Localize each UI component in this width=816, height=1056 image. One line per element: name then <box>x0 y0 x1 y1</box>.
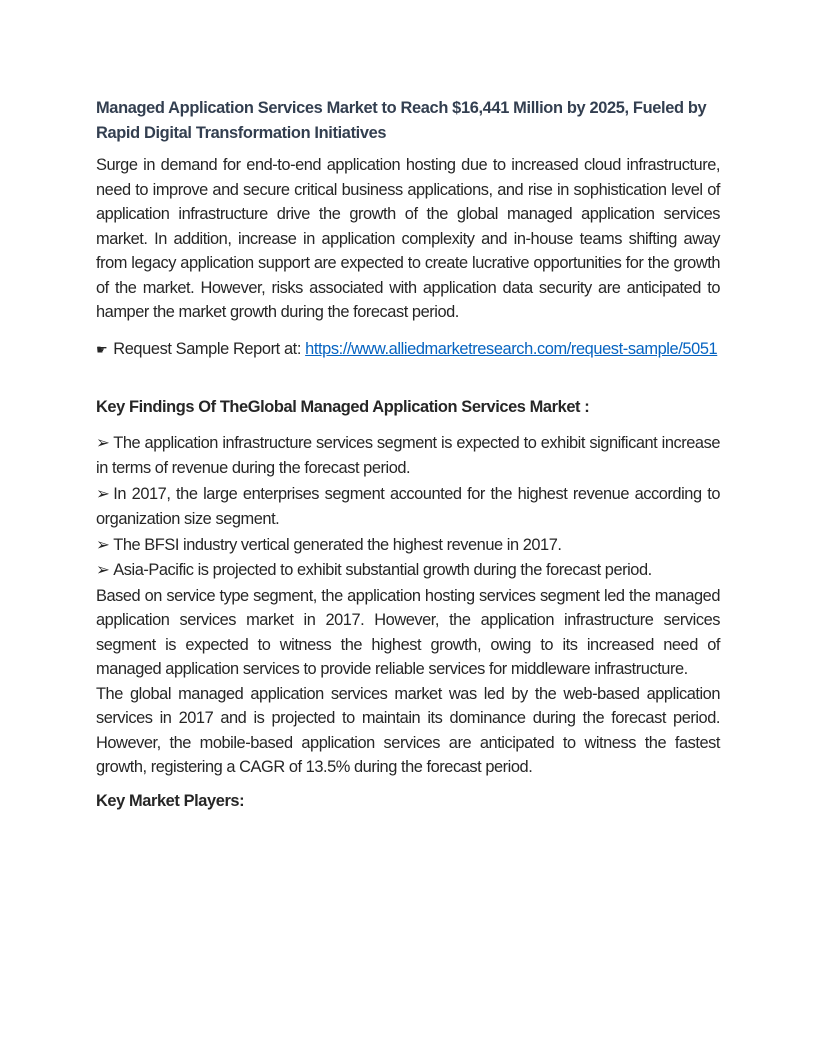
arrow-bullet-icon: ➢ <box>96 535 110 554</box>
arrow-bullet-icon: ➢ <box>96 433 110 452</box>
key-finding-item: ➢ The application infrastructure services segment is expected to exhibit significant increase in terms of revenue during the forecast period. <box>96 433 720 477</box>
key-finding-item: ➢ In 2017, the large enterprises segment accounted for the highest revenue according to organization size segment. <box>96 484 720 528</box>
request-sample-line <box>96 337 720 363</box>
service-type-paragraph: Based on service type segment, the application hosting services segment led the managed application services market in 2017. However, the application infrastructure services segment is expected to witness the highest growth, owing to its increased need of managed application services to provide reliable services for middleware infrastructure. <box>96 586 720 678</box>
key-players-heading: Key Market Players: <box>96 791 245 810</box>
request-sample-label: Request Sample Report at: <box>113 339 306 358</box>
intro-paragraph: Surge in demand for end-to-end application hosting due to increased cloud infrastructure, need to improve and secure critical business applications, and rise in sophistication level of application infrastructure drive the growth of the global managed application services market. In addition, increase in application complexity and in-house teams shifting away from legacy application support are expected to create lucrative opportunities for the growth of the market. However, risks associated with application data security are anticipated to hamper the market growth during the forecast period. <box>96 156 720 321</box>
arrow-bullet-icon: ➢ <box>96 484 110 503</box>
arrow-bullet-icon: ➢ <box>96 561 110 579</box>
key-finding-item: ➢ The BFSI industry vertical generated the highest revenue in 2017. <box>96 535 562 554</box>
key-findings-heading: Key Findings Of TheGlobal Managed Application Services Market : <box>96 398 590 416</box>
key-finding-item: ➢ Asia-Pacific is projected to exhibit substantial growth during the forecast period. <box>96 561 652 579</box>
document-page <box>96 96 720 813</box>
request-sample-link[interactable]: https://www.alliedmarketresearch.com/request-sample/5051 <box>305 339 718 358</box>
pointing-hand-icon: ☛ <box>96 341 108 357</box>
document-title: Managed Application Services Market to Reach $16,441 Million by 2025, Fueled by Rapid Digital Transformation Initiatives <box>96 99 707 142</box>
key-findings-list <box>96 431 720 584</box>
web-mobile-paragraph: The global managed application services market was led by the web-based application services in 2017 and is projected to maintain its dominance during the forecast period. However, the mobile-based application services are anticipated to witness the fastest growth, registering a CAGR of 13.5% during the forecast period. <box>96 684 720 776</box>
